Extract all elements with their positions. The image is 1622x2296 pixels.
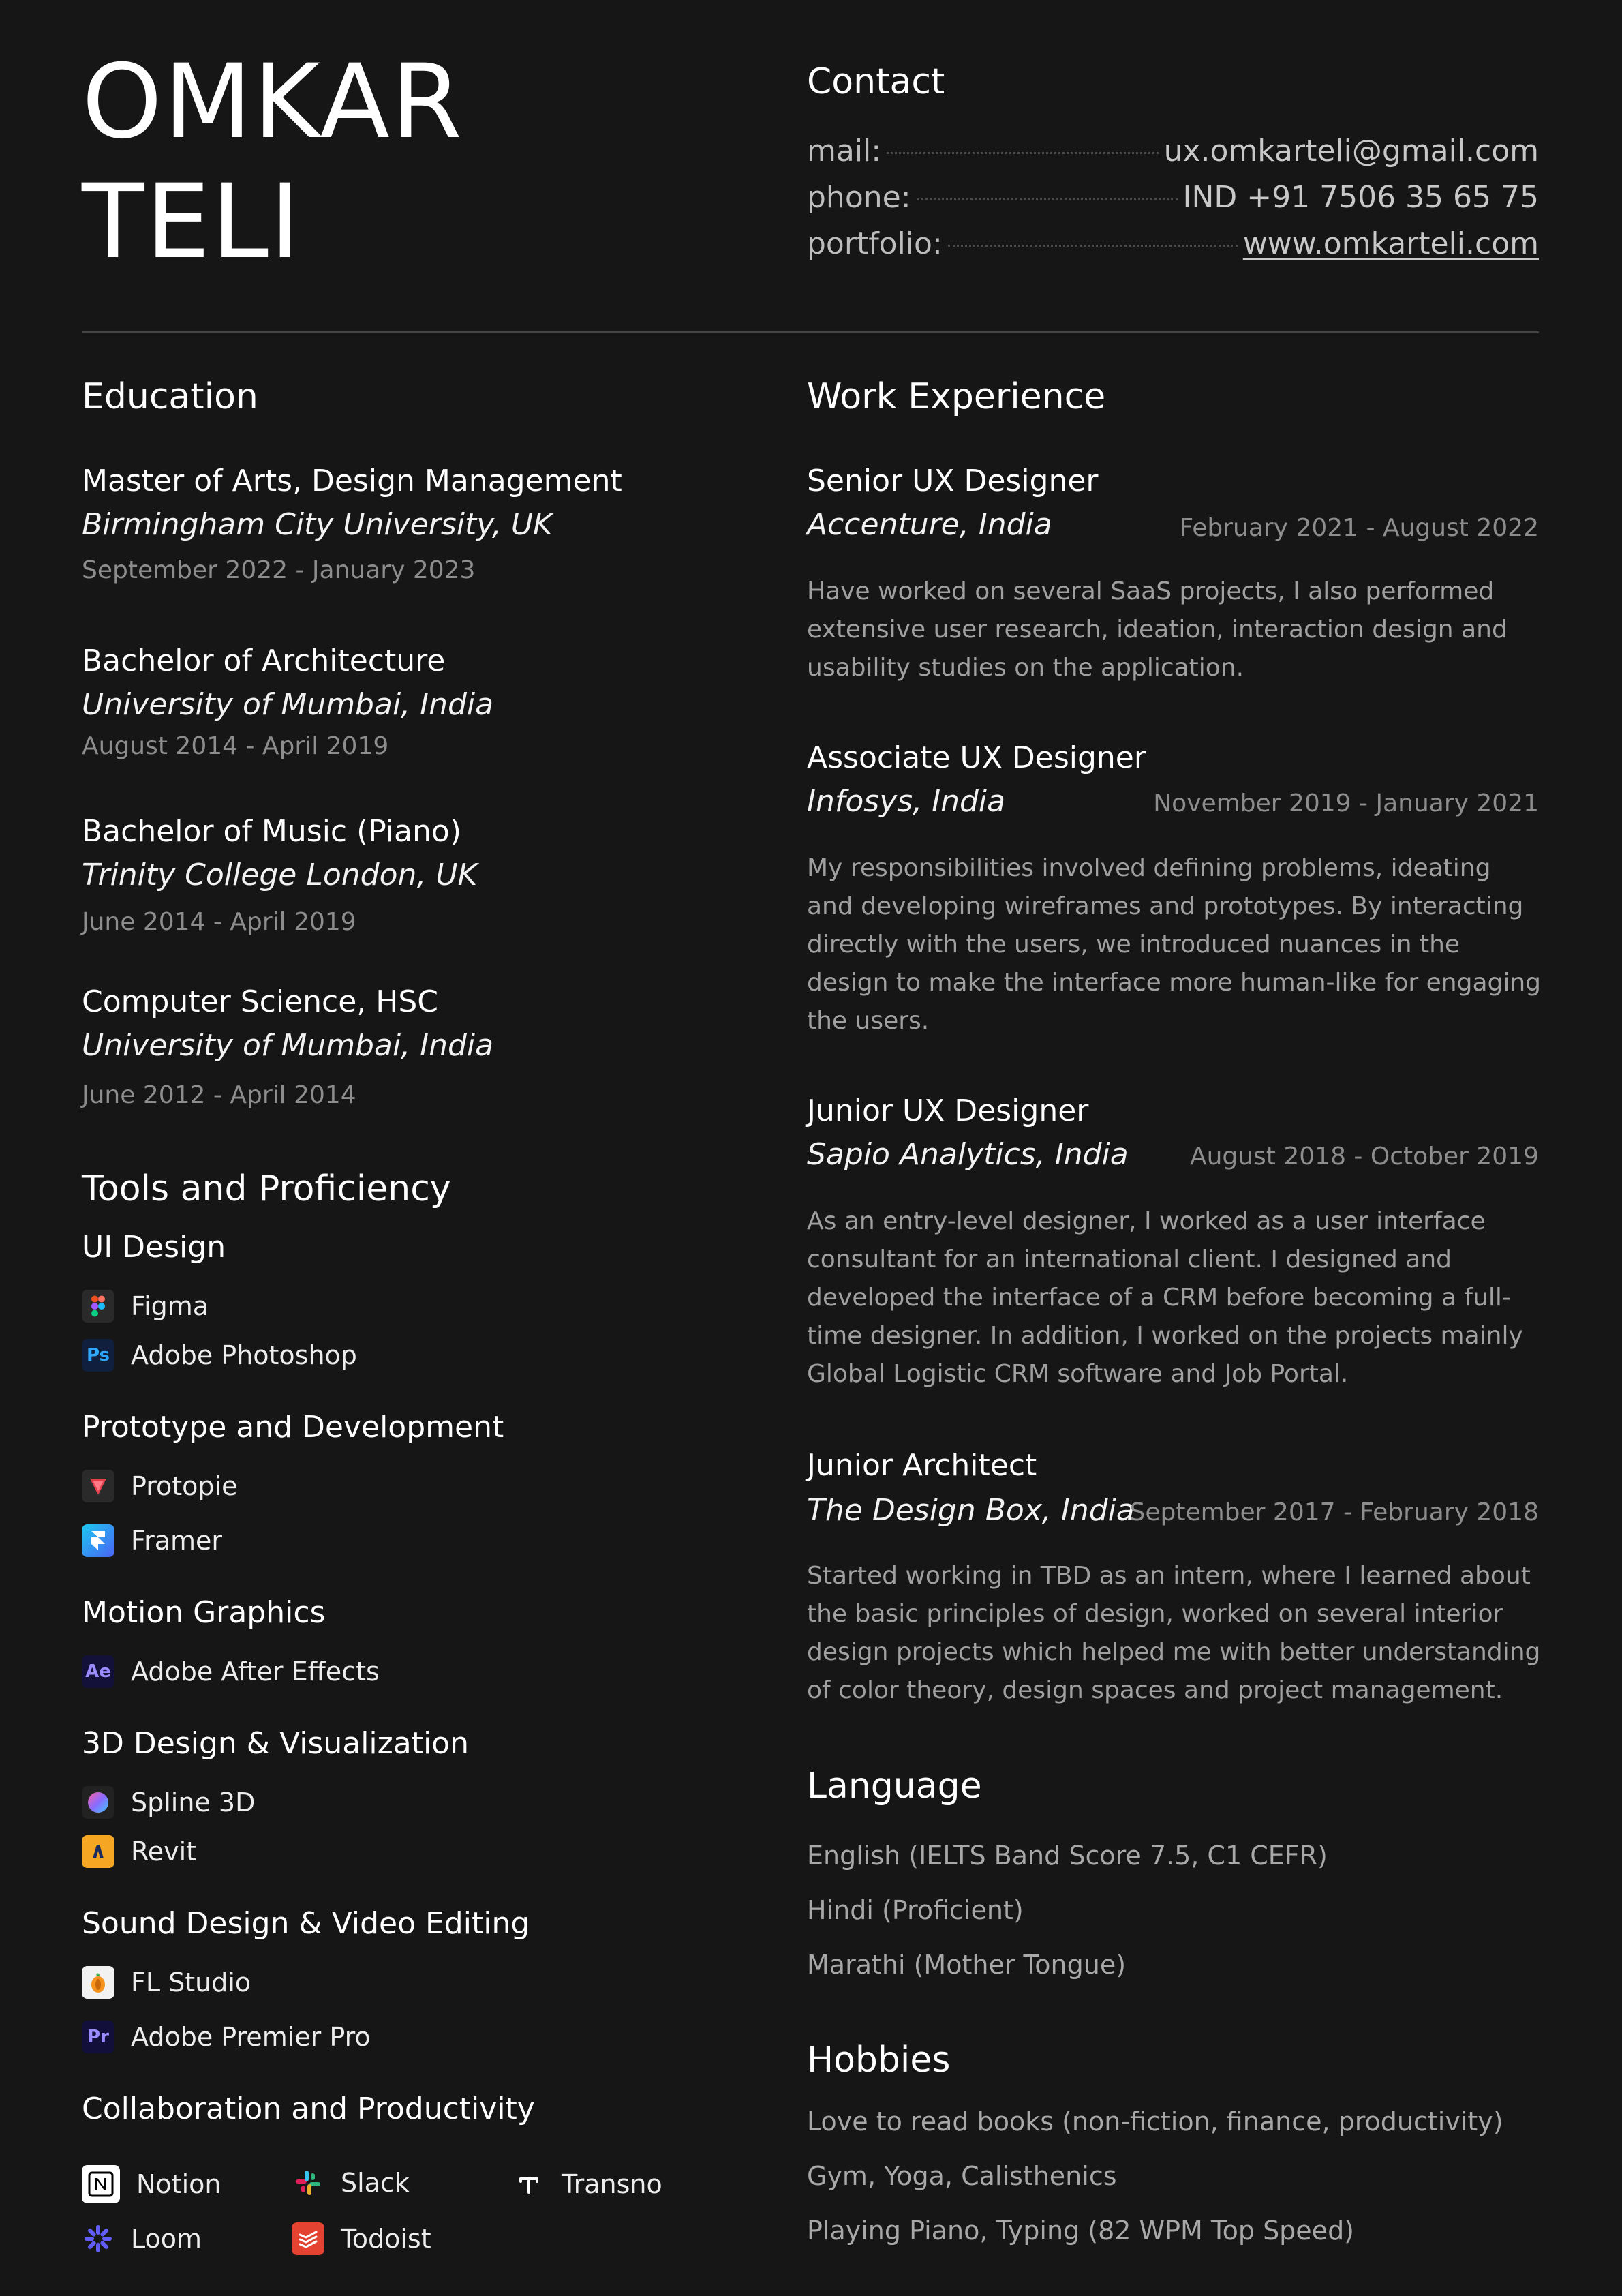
tool-item-fl-studio xyxy=(82,1963,251,2002)
job-description: My responsibilities involved defining problems, ideating and developing wireframes and prototypes. By interacting directly with the users, we introduced nuances in the design to make the interface more human-like for engaging the users. xyxy=(807,854,1542,1035)
tool-item-protopie xyxy=(82,1467,238,1505)
tools-heading: Tools and Proficiency xyxy=(82,1168,451,1209)
mail-value[interactable]: ux.omkarteli@gmail.com xyxy=(1163,134,1539,168)
job-company: The Design Box, India xyxy=(807,1493,1135,1528)
framer-icon xyxy=(82,1524,114,1557)
job-dates: February 2021 - August 2022 xyxy=(1179,514,1539,542)
header-divider xyxy=(82,331,1539,333)
education-degree: Master of Arts, Design Management xyxy=(82,464,622,498)
education-degree: Bachelor of Music (Piano) xyxy=(82,814,461,849)
tool-group-title: Prototype and Development xyxy=(82,1410,504,1445)
tool-item-photoshop xyxy=(82,1336,357,1374)
tool-group-title: 3D Design & Visualization xyxy=(82,1726,469,1761)
job-company: Accenture, India xyxy=(807,507,1052,542)
contact-mail-row xyxy=(807,134,1539,179)
education-school: University of Mumbai, India xyxy=(82,687,494,722)
photoshop-icon: Ps xyxy=(82,1339,114,1372)
language-item: Hindi (Proficient) xyxy=(807,1895,1024,1925)
contact-phone-row xyxy=(807,180,1539,225)
portfolio-label: portfolio: xyxy=(807,226,943,261)
revit-icon xyxy=(82,1835,114,1868)
tool-item-notion xyxy=(82,2165,221,2203)
tool-item-todoist xyxy=(292,2220,431,2258)
first-name: OMKAR xyxy=(82,43,464,162)
job-dates: September 2017 - February 2018 xyxy=(1129,1498,1539,1526)
phone-label: phone: xyxy=(807,180,911,215)
hobby-item: Love to read books (non-fiction, finance, productivity) xyxy=(807,2106,1503,2136)
education-dates: August 2014 - April 2019 xyxy=(82,732,389,760)
tool-item-framer xyxy=(82,1522,222,1560)
dotted-leader xyxy=(917,198,1178,200)
tool-name: Transno xyxy=(562,2169,662,2199)
tool-item-slack xyxy=(292,2164,410,2202)
after-effects-icon: Ae xyxy=(82,1655,114,1688)
job-description: Started working in TBD as an intern, where I learned about the basic principles of design, worked on several interior design projects which helped me with better understanding of color theory, design spaces and project management. xyxy=(807,1562,1541,1704)
hobby-item: Gym, Yoga, Calisthenics xyxy=(807,2161,1117,2191)
transno-icon xyxy=(512,2168,545,2201)
education-school: Trinity College London, UK xyxy=(82,858,478,892)
tool-name: Figma xyxy=(131,1291,209,1321)
fl-studio-icon xyxy=(82,1966,114,1999)
tool-group-title: Collaboration and Productivity xyxy=(82,2091,535,2126)
work-heading: Work Experience xyxy=(807,376,1106,417)
last-name: TELI xyxy=(82,163,302,282)
job-dates: August 2018 - October 2019 xyxy=(1189,1143,1539,1170)
education-dates: June 2014 - April 2019 xyxy=(82,908,356,936)
education-school: Birmingham City University, UK xyxy=(82,507,553,542)
language-item: Marathi (Mother Tongue) xyxy=(807,1950,1127,1980)
job-title: Senior UX Designer xyxy=(807,464,1099,498)
language-heading: Language xyxy=(807,1766,982,1807)
tool-name: Adobe Photoshop xyxy=(131,1340,357,1370)
education-school: University of Mumbai, India xyxy=(82,1028,494,1063)
job-description: Have worked on several SaaS projects, I also performed extensive user research, ideation, interaction design and usability studies on the application. xyxy=(807,577,1508,682)
tool-item-figma xyxy=(82,1287,209,1325)
tool-name: Loom xyxy=(131,2224,202,2254)
phone-value[interactable]: IND +91 7506 35 65 75 xyxy=(1182,180,1539,215)
job-dates: November 2019 - January 2021 xyxy=(1153,789,1539,817)
language-item: English (IELTS Band Score 7.5, C1 CEFR) xyxy=(807,1841,1328,1871)
tool-item-transno xyxy=(512,2165,662,2203)
contact-portfolio-row xyxy=(807,226,1539,271)
tool-group-title: UI Design xyxy=(82,1230,226,1265)
mail-label: mail: xyxy=(807,134,882,168)
tool-item-spline xyxy=(82,1783,255,1822)
tool-item-loom xyxy=(82,2220,202,2258)
notion-icon xyxy=(82,2165,120,2203)
loom-icon xyxy=(82,2222,114,2255)
dotted-leader xyxy=(948,245,1238,247)
name-heading xyxy=(82,42,463,282)
job-description: As an entry-level designer, I worked as a user interface consultant for an international client. I designed and developed the interface of a CRM before becoming a full-time designer. In addition, I worked on the projects mainly Global Logistic CRM software and Job Portal. xyxy=(807,1207,1523,1388)
tool-name: Framer xyxy=(131,1526,223,1556)
portfolio-link[interactable]: www.omkarteli.com xyxy=(1242,226,1539,261)
job-title: Junior Architect xyxy=(807,1448,1037,1483)
tool-name: Revit xyxy=(131,1837,197,1867)
tool-group-title: Motion Graphics xyxy=(82,1595,326,1630)
tool-item-premiere-pro xyxy=(82,2018,371,2056)
spline-icon xyxy=(82,1786,114,1819)
tool-name: Protopie xyxy=(131,1471,238,1501)
figma-icon xyxy=(82,1290,114,1323)
slack-icon xyxy=(292,2166,324,2199)
tool-group-title: Sound Design & Video Editing xyxy=(82,1906,530,1941)
tool-item-after-effects xyxy=(82,1652,380,1691)
hobby-item: Playing Piano, Typing (82 WPM Top Speed) xyxy=(807,2216,1355,2246)
tool-name: Spline 3D xyxy=(131,1787,256,1817)
tool-name: Adobe After Effects xyxy=(131,1657,380,1687)
tool-name: Adobe Premier Pro xyxy=(131,2022,371,2052)
education-dates: June 2012 - April 2014 xyxy=(82,1081,356,1109)
tool-name: Notion xyxy=(136,2169,221,2199)
job-title: Junior UX Designer xyxy=(807,1093,1089,1128)
contact-heading: Contact xyxy=(807,61,945,102)
tool-item-revit xyxy=(82,1832,196,1871)
hobbies-heading: Hobbies xyxy=(807,2040,951,2081)
education-dates: September 2022 - January 2023 xyxy=(82,556,476,584)
tool-name: Slack xyxy=(341,2168,410,2198)
education-heading: Education xyxy=(82,376,258,417)
tool-name: Todoist xyxy=(341,2224,431,2254)
dotted-leader xyxy=(887,152,1159,154)
job-company: Sapio Analytics, India xyxy=(807,1137,1129,1172)
tool-name: FL Studio xyxy=(131,1967,251,1997)
education-degree: Bachelor of Architecture xyxy=(82,644,446,678)
education-degree: Computer Science, HSC xyxy=(82,984,438,1019)
job-company: Infosys, India xyxy=(807,784,1006,819)
job-title: Associate UX Designer xyxy=(807,740,1146,775)
todoist-icon xyxy=(292,2222,324,2255)
protopie-icon xyxy=(82,1470,114,1502)
premiere-pro-icon: Pr xyxy=(82,2021,114,2053)
